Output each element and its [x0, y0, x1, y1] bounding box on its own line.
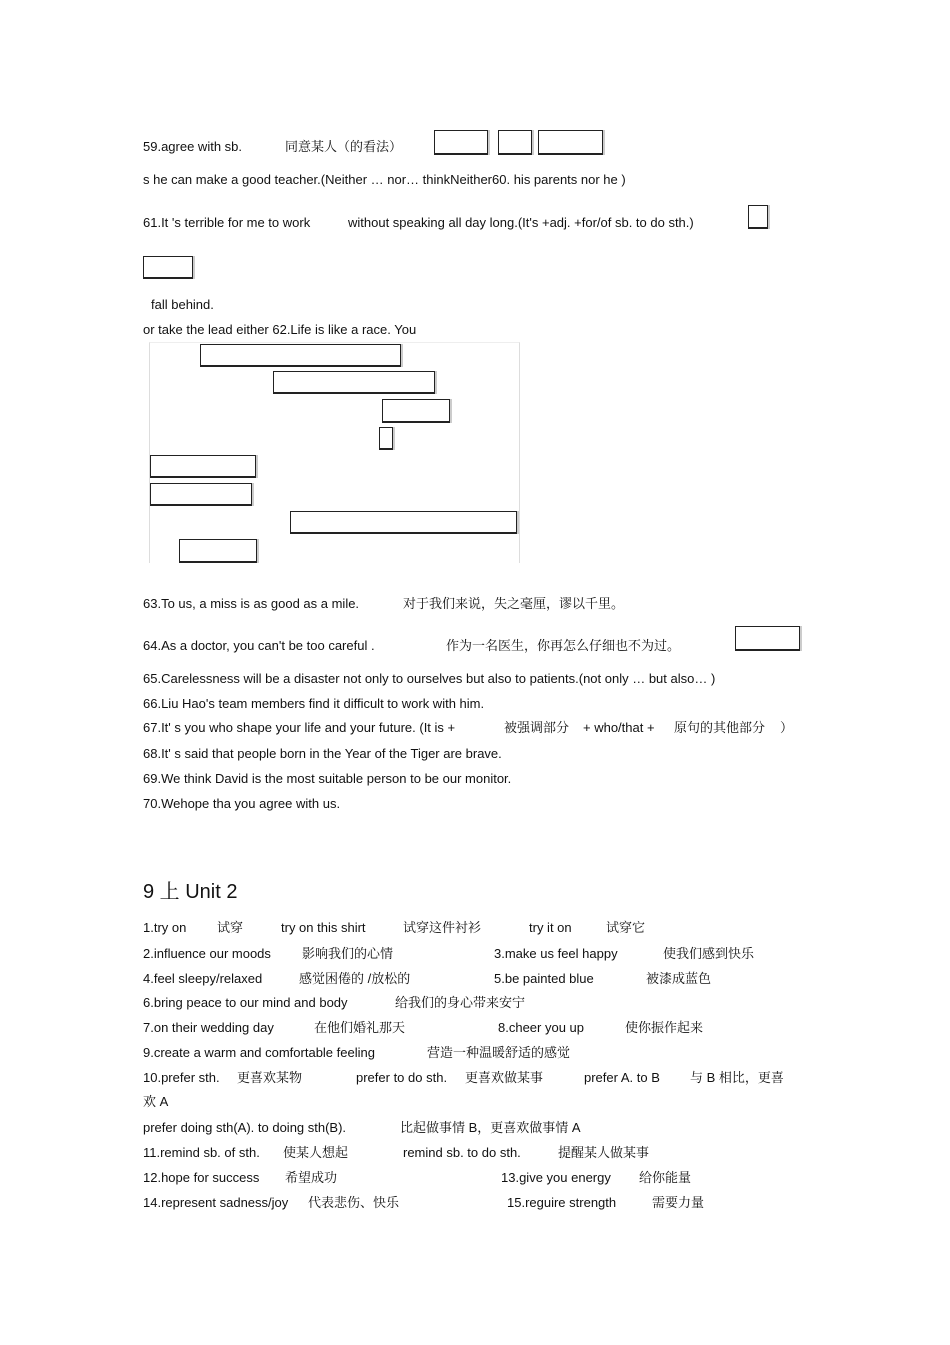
phrase-en: prefer to do sth. — [356, 1070, 448, 1085]
phrase-en: 11.remind sb. of sth. — [143, 1145, 260, 1160]
phrase-zh: 试穿它 — [606, 920, 646, 935]
phrase-en: 1.try on — [143, 920, 187, 935]
phrase-zh: 提醒某人做某事 — [558, 1145, 650, 1160]
blank-box — [150, 483, 252, 506]
phrase-zh: 试穿 — [217, 920, 244, 935]
phrase-zh: 影响我们的心情 — [302, 946, 394, 961]
phrase-en: 2.influence our moods — [143, 946, 271, 961]
blank-box — [179, 539, 257, 563]
phrase-zh: 需要力量 — [652, 1195, 705, 1210]
phrase-zh: 被漆成蓝色 — [646, 971, 712, 986]
phrase-en: 14.represent sadness/joy — [143, 1195, 289, 1210]
phrase-zh: 更喜欢某物 — [237, 1070, 303, 1085]
item-63-zh: 对于我们来说，失之毫厘，谬以千里。 — [403, 596, 625, 611]
item-69: 69.We think David is the most suitable person to be our monitor. — [143, 771, 512, 786]
phrase-zh: 与 B 相比，更喜 — [690, 1070, 784, 1085]
phrase-zh: 更喜欢做某事 — [465, 1070, 544, 1085]
phrase-en: prefer doing sth(A). to doing sth(B). — [143, 1120, 347, 1135]
blank-box — [382, 399, 450, 423]
item-62-part: fall behind. — [151, 297, 214, 312]
item-67-en: 67.It' s you who shape your life and your future. (It is + — [143, 720, 456, 735]
item-62: or take the lead either 62.Life is like a race. You — [143, 322, 417, 337]
phrase-en: 4.feel sleepy/relaxed — [143, 971, 263, 986]
item-64-zh: 作为一名医生，你再怎么仔细也不为过。 — [446, 638, 681, 653]
item-59-en: 59.agree with sb. — [143, 139, 243, 154]
phrase-en: try it on — [529, 920, 572, 935]
phrase-zh: 在他们婚礼那天 — [314, 1020, 406, 1035]
blank-box — [748, 205, 768, 229]
item-59-zh: 同意某人（的看法） — [285, 139, 403, 154]
blank-box — [143, 256, 193, 279]
phrase-zh: 给我们的身心带来安宁 — [395, 995, 526, 1010]
item-66: 66.Liu Hao's team members find it difficult to work with him. — [143, 696, 485, 711]
item-67-plus: + who/that + — [583, 720, 655, 735]
blank-box — [290, 511, 517, 534]
item-68: 68.It' s said that people born in the Year of the Tiger are brave. — [143, 746, 502, 761]
blank-box — [498, 130, 532, 155]
item-63-en: 63.To us, a miss is as good as a mile. — [143, 596, 360, 611]
blank-box — [200, 344, 401, 367]
phrase-en: 3.make us feel happy — [494, 946, 618, 961]
phrase-zh: 使某人想起 — [283, 1145, 349, 1160]
phrase-en: 5.be painted blue — [494, 971, 594, 986]
item-67-zh1: 被强调部分 — [504, 720, 570, 735]
phrase-zh: 营造一种温暖舒适的感觉 — [427, 1045, 571, 1060]
section-title: 9 上 Unit 2 — [143, 881, 238, 903]
phrase-zh: 使我们感到快乐 — [663, 946, 755, 961]
phrase-en: 13.give you energy — [501, 1170, 611, 1185]
phrase-en: 7.on their wedding day — [143, 1020, 274, 1035]
item-61-en: 61.It 's terrible for me to work — [143, 215, 311, 230]
phrase-en: 12.hope for success — [143, 1170, 260, 1185]
item-65: 65.Carelessness will be a disaster not only to ourselves but also to patients.(not only … but also… ) — [143, 671, 716, 686]
blank-box — [735, 626, 800, 651]
item-64-en: 64.As a doctor, you can't be too careful . — [143, 638, 375, 653]
blank-box — [150, 455, 256, 478]
item-67-close: ） — [780, 720, 794, 735]
blank-box — [273, 371, 435, 394]
blank-box — [538, 130, 603, 155]
blank-box — [379, 427, 393, 450]
item-61-rule: without speaking all day long.(It's +adj. +for/of sb. to do sth.) — [348, 215, 694, 230]
item-60: s he can make a good teacher.(Neither … nor… thinkNeither60. his parents nor he ) — [143, 172, 626, 187]
blank-box — [434, 130, 488, 155]
item-67-zh2: 原句的其他部分 — [674, 720, 766, 735]
item-70: 70.Wehope tha you agree with us. — [143, 796, 341, 811]
phrase-en: 15.reguire strength — [507, 1195, 617, 1210]
phrase-zh: 希望成功 — [285, 1170, 338, 1185]
phrase-zh: 感觉困倦的 /放松的 — [299, 971, 411, 986]
phrase-zh: 欢 A — [143, 1094, 169, 1109]
phrase-zh: 代表悲伤、快乐 — [308, 1195, 400, 1210]
phrase-en: 10.prefer sth. — [143, 1070, 220, 1085]
phrase-en: 6.bring peace to our mind and body — [143, 995, 348, 1010]
phrase-en: 9.create a warm and comfortable feeling — [143, 1045, 375, 1060]
phrase-en: 8.cheer you up — [498, 1020, 585, 1035]
phrase-zh: 使你振作起来 — [625, 1020, 704, 1035]
phrase-zh: 比起做事情 B，更喜欢做事情 A — [400, 1120, 581, 1135]
phrase-en: remind sb. to do sth. — [403, 1145, 521, 1160]
phrase-en: try on this shirt — [281, 920, 366, 935]
phrase-zh: 给你能量 — [639, 1170, 692, 1185]
phrase-zh: 试穿这件衬衫 — [403, 920, 482, 935]
phrase-en: prefer A. to B — [584, 1070, 660, 1085]
